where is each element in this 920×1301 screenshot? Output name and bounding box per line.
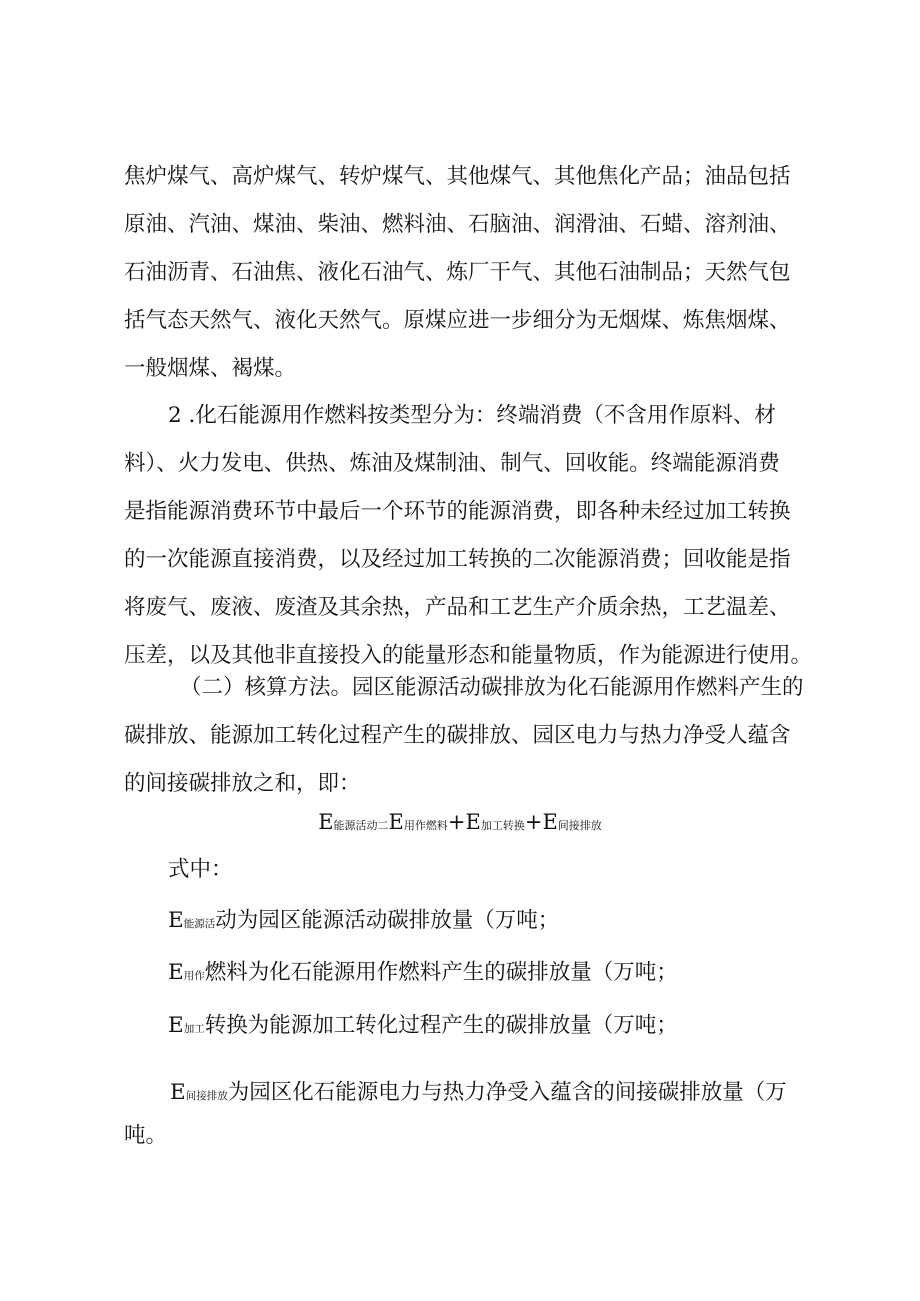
text-line: 石油沥青、石油焦、液化石油气、炼厂干气、其他石油制品；天然气包 xyxy=(124,260,791,285)
definition-processing xyxy=(168,1008,678,1039)
formula-subscript: 能源活动二 xyxy=(333,819,389,832)
formula-subscript: 间接排放 xyxy=(557,819,602,832)
text-line: 碳排放、能源加工转化过程产生的碳排放、园区电力与热力净受人蕴含 xyxy=(124,723,791,748)
paragraph-fuel-usage xyxy=(124,392,813,680)
def-symbol: E xyxy=(168,960,184,985)
definition-indirect-continued: 吨。 xyxy=(124,1123,168,1148)
paragraph-energy-types xyxy=(124,153,800,393)
text-line: 2 .化石能源用作燃料按类型分为：终端消费（不含用作原料、材 xyxy=(168,403,776,428)
definition-indirect xyxy=(170,1075,787,1106)
definition-energy-activity xyxy=(168,903,559,934)
def-subscript: 间接排放 xyxy=(185,1090,228,1102)
formula-symbol: E xyxy=(465,810,481,834)
text-line: 原油、汽油、煤油、柴油、燃料油、石脑油、润滑油、石蜡、溶剂油、 xyxy=(124,212,791,237)
text-line: 将废气、废液、废渣及其余热，产品和工艺生产介质余热，工艺温差、 xyxy=(124,595,791,620)
def-symbol: E xyxy=(168,908,184,933)
paragraph-accounting-method xyxy=(124,664,804,808)
def-text: 转换为能源加工转化过程产生的碳排放量（万吨； xyxy=(204,1013,678,1038)
def-text: 为园区化石能源电力与热力净受入蕴含的间接碳排放量（万 xyxy=(227,1080,787,1105)
text-line: 焦炉煤气、高炉煤气、转炉煤气、其他煤气、其他焦化产品；油品包括 xyxy=(124,164,791,189)
text-line: 压差，以及其他非直接投入的能量形态和能量物质，作为能源进行使用。 xyxy=(124,643,813,668)
formula-symbol: E xyxy=(388,810,404,834)
text-line: 括气态天然气、液化天然气。原煤应进一步细分为无烟煤、炼焦烟煤、 xyxy=(124,308,791,333)
formula-subscript: 加工转换 xyxy=(480,819,525,832)
definitions-intro: 式中： xyxy=(168,857,233,882)
formula-operator: + xyxy=(447,810,466,834)
formula-operator: + xyxy=(524,810,543,834)
formula-subscript: 用作燃料 xyxy=(403,819,448,832)
text-line: 的一次能源直接消费，以及经过加工转换的二次能源消费；回收能是指 xyxy=(124,547,791,572)
def-subscript: 用作 xyxy=(183,970,205,982)
def-subscript: 加工 xyxy=(183,1023,205,1035)
definition-fuel-use xyxy=(168,955,678,986)
formula-symbol: E xyxy=(542,810,558,834)
def-text: 动为园区能源活动碳排放量（万吨； xyxy=(215,908,560,933)
def-text: 燃料为化石能源用作燃料产生的碳排放量（万吨； xyxy=(204,960,678,985)
def-subscript: 能源活 xyxy=(183,918,216,930)
formula-symbol: E xyxy=(318,810,334,834)
text-line: 是指能源消费环节中最后一个环节的能源消费，即各种未经过加工转换 xyxy=(124,499,791,524)
text-line: （二）核算方法。园区能源活动碳排放为化石能源用作燃料产生的 xyxy=(180,675,804,700)
def-symbol: E xyxy=(170,1080,186,1105)
def-symbol: E xyxy=(168,1013,184,1038)
text-line: 料）、火力发电、供热、炼油及煤制油、制气、回收能。终端能源消费 xyxy=(124,451,780,476)
text-line: 的间接碳排放之和，即： xyxy=(124,771,361,796)
emission-formula xyxy=(0,810,920,834)
text-line: 一般烟煤、褐煤。 xyxy=(124,356,297,381)
